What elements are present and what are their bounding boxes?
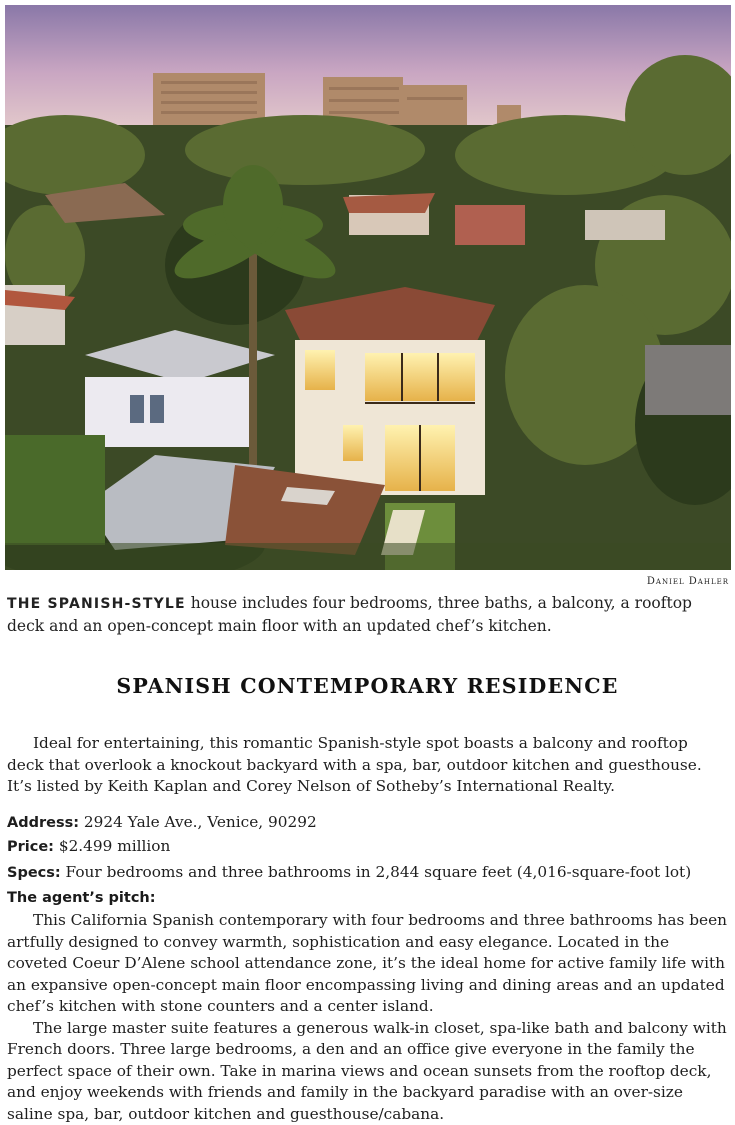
address-value: 2924 Yale Ave., Venice, 90292 bbox=[79, 813, 317, 831]
specs-value: Four bedrooms and three bathrooms in 2,844 square feet (4,016-square-foot lot) bbox=[61, 863, 692, 881]
specs-label: Specs: bbox=[7, 865, 61, 881]
price-value: $2.499 million bbox=[54, 837, 170, 855]
caption-lead: THE SPANISH-STYLE bbox=[7, 596, 186, 612]
main-house bbox=[285, 287, 495, 495]
address-line bbox=[7, 812, 729, 833]
price-line bbox=[7, 836, 729, 857]
address-label: Address: bbox=[7, 815, 79, 831]
pitch-body bbox=[7, 910, 729, 1125]
caption-text: house includes four bedrooms, three baths, a balcony, a rooftop deck and an open-concept main floor with an updated chef’s kitchen. bbox=[7, 594, 692, 635]
house-photo bbox=[5, 5, 731, 570]
pitch-paragraph-1: This California Spanish contemporary with four bedrooms and three bathrooms has been artfully designed to convey warmth, sophistication and easy elegance. Located in the coveted Coeur D’Alene school attendance zone, it’s the ideal home for active family life with an expansive open-concept main floor encompassing living and dining areas and an updated chef’s kitchen with stone counters and a center island. bbox=[7, 910, 729, 1018]
photo-caption bbox=[7, 592, 729, 637]
intro-text: Ideal for entertaining, this romantic Spanish-style spot boasts a balcony and rooftop deck that overlook a knockout backyard with a spa, bar, outdoor kitchen and guesthouse. It’s listed by Keith Kaplan and Corey Nelson of Sotheby’s International Realty. bbox=[7, 733, 729, 798]
photo-credit: Daniel Dahler bbox=[647, 576, 729, 587]
specs-line bbox=[7, 862, 729, 883]
headline: SPANISH CONTEMPORARY RESIDENCE bbox=[0, 674, 735, 698]
price-label: Price: bbox=[7, 839, 54, 855]
intro-paragraph bbox=[7, 733, 729, 798]
pitch-paragraph-2: The large master suite features a generous walk-in closet, spa-like bath and balcony with French doors. Three large bedrooms, a den and an office give everyone in the family the perfect space of their own. Take in marina views and ocean sunsets from the rooftop deck, and enjoy weekends with friends and family in the backyard paradise with an over-size saline spa, bar, outdoor kitchen and guesthouse/cabana. bbox=[7, 1018, 729, 1125]
pitch-label: The agent’s pitch: bbox=[7, 890, 156, 906]
